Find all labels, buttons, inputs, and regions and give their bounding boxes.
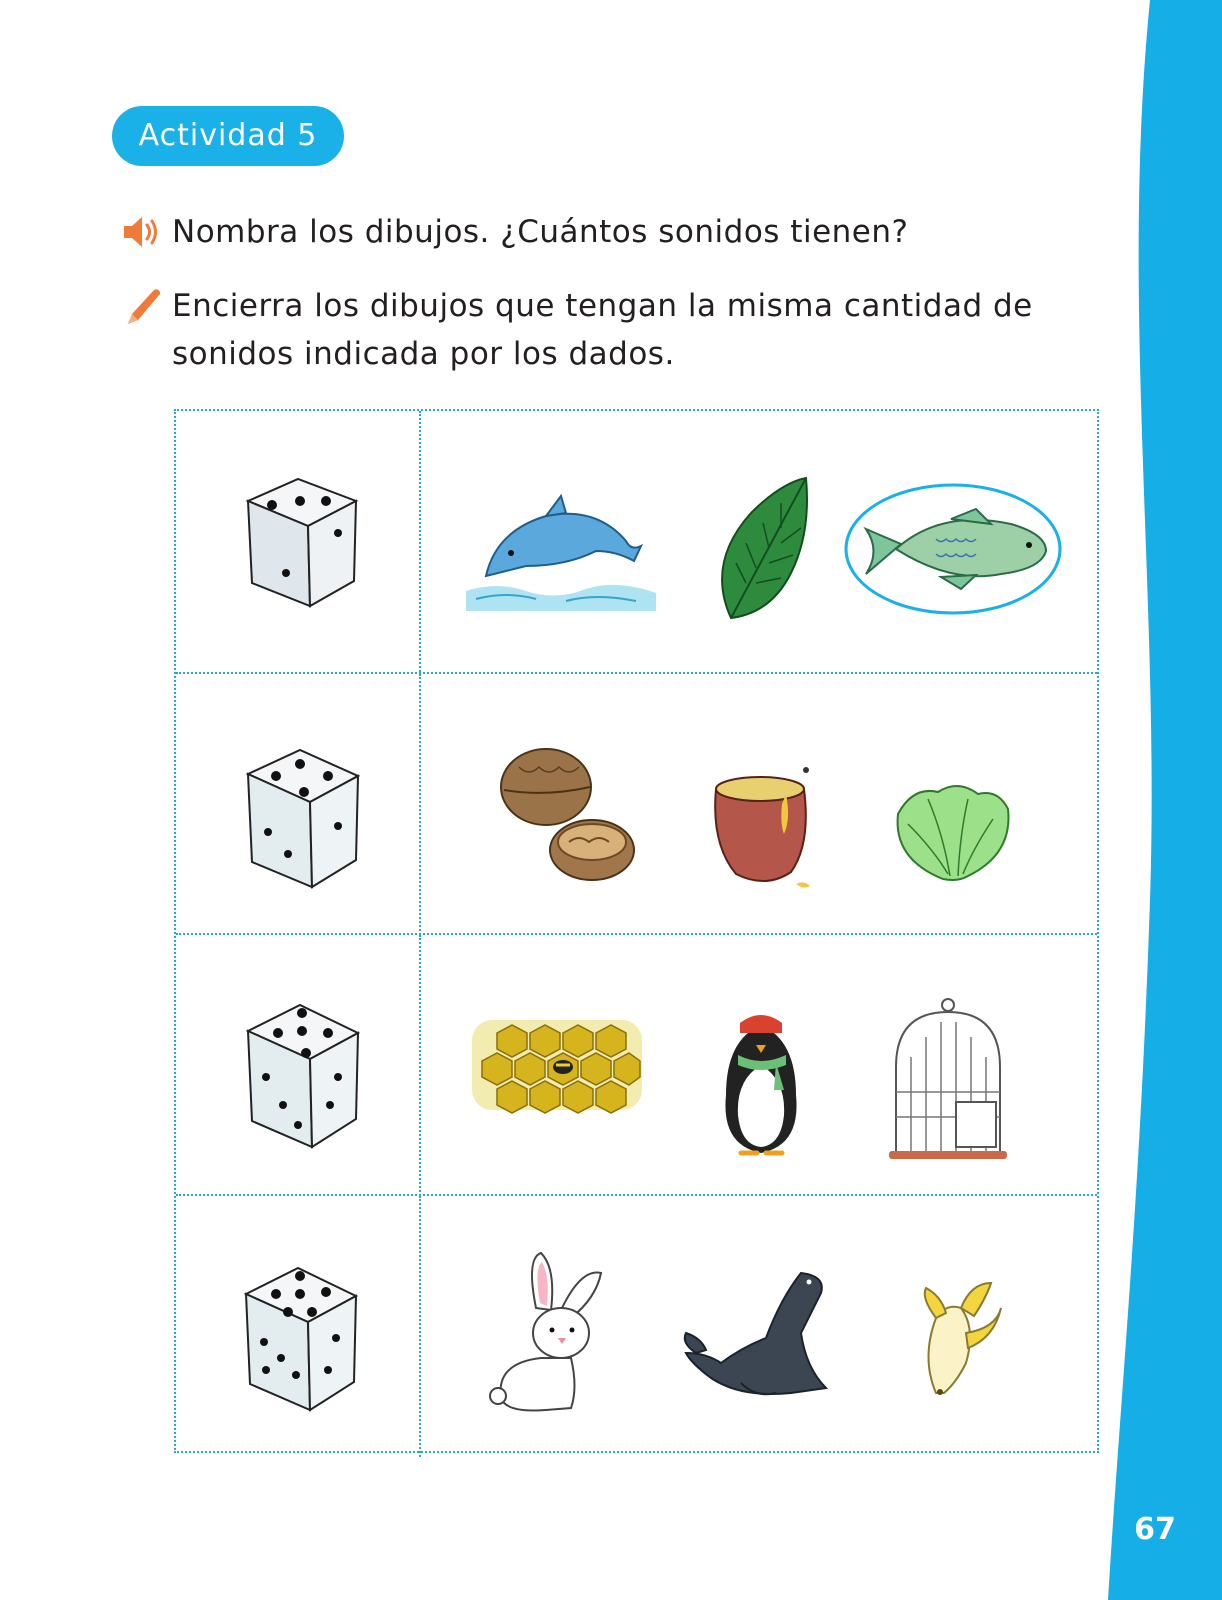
dice-cell	[176, 935, 421, 1196]
dice-3-icon	[238, 471, 368, 611]
penguin-icon	[706, 1005, 816, 1165]
honey-pot-icon	[706, 764, 821, 894]
exercise-row	[176, 933, 1097, 1196]
exercise-row	[176, 1194, 1097, 1457]
pencil-icon	[120, 282, 162, 330]
dice-4-icon	[238, 742, 368, 892]
speaker-icon	[120, 208, 162, 256]
fish-icon	[841, 479, 1066, 619]
instruction-text: Encierra los dibujos que tengan la misma cantidad de sonidos indicada por los dados.	[172, 288, 1033, 372]
instruction-text: Nombra los dibujos. ¿Cuántos sonidos tienen?	[172, 214, 909, 250]
dice-cell	[176, 411, 421, 672]
banana-icon	[916, 1278, 1006, 1398]
page-number: 67	[1134, 1512, 1176, 1547]
dice-5-icon	[238, 997, 368, 1152]
birdcage-icon	[886, 997, 1016, 1167]
lettuce-icon	[888, 774, 1018, 884]
exercise-grid	[174, 409, 1099, 1453]
walnut-icon	[494, 742, 644, 887]
sea-lion-icon	[681, 1258, 841, 1403]
exercise-row	[176, 672, 1097, 935]
exercise-row	[176, 411, 1097, 672]
dice-cell	[176, 1196, 421, 1457]
rabbit-icon	[486, 1248, 616, 1418]
dice-6-icon	[236, 1260, 366, 1415]
dolphin-icon	[466, 471, 666, 621]
honeycomb-icon	[472, 1015, 642, 1115]
leaf-icon	[711, 473, 821, 623]
dice-cell	[176, 674, 421, 935]
activity-badge: Actividad 5	[112, 106, 344, 166]
